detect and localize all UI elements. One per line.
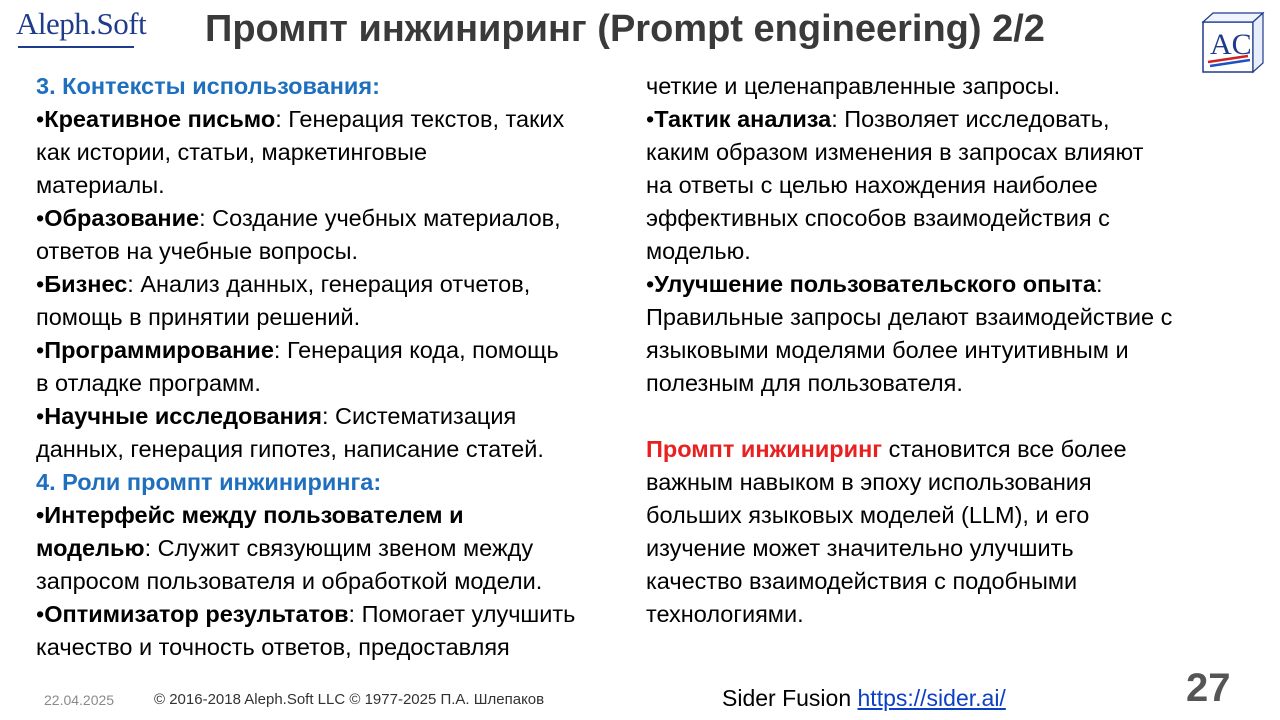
conclusion-line: Промпт инжиниринг становится все более xyxy=(646,436,1127,462)
list-item-text: как истории, статьи, маркетинговые xyxy=(36,139,428,165)
list-item-ux: •Улучшение пользовательского опыта: xyxy=(646,271,1103,297)
list-item-business: •Бизнес: Анализ данных, генерация отчетов, xyxy=(36,271,531,297)
conclusion-line: больших языковых моделей (LLM), и его xyxy=(646,502,1090,528)
list-item-text: каким образом изменения в запросах влияют xyxy=(646,139,1144,165)
footer-date: 22.04.2025 xyxy=(44,692,115,708)
list-item-programming: •Программирование: Генерация кода, помощь xyxy=(36,337,559,363)
list-item-text: Правильные запросы делают взаимодействие с xyxy=(646,304,1173,330)
list-item-text: в отладке программ. xyxy=(36,370,261,396)
logo-underline xyxy=(18,46,134,48)
footer-copyright: © 2016-2018 Aleph.Soft LLC © 1977-2025 П.А. Шлепаков xyxy=(154,691,545,708)
list-item-text: эффективных способов взаимодействия с xyxy=(646,205,1110,231)
sider-link[interactable]: https://sider.ai/ xyxy=(857,685,1006,711)
section-4-heading: 4. Роли промпт инжиниринга: xyxy=(36,469,382,495)
list-item-research: •Научные исследования: Систематизация xyxy=(36,403,517,429)
list-item-text: на ответы с целью нахождения наиболее xyxy=(646,172,1098,198)
conclusion-line: технологиями. xyxy=(646,601,804,627)
aleph-soft-logo: Aleph.Soft xyxy=(16,6,147,41)
list-item-text: запросом пользователя и обработкой модели. xyxy=(36,568,543,594)
section-3-heading: 3. Контексты использования: xyxy=(36,73,380,99)
conclusion-line: качество взаимодействия с подобными xyxy=(646,568,1078,594)
footer-sider: Sider Fusion https://sider.ai/ xyxy=(722,685,1006,711)
list-item-text: данных, генерация гипотез, написание статей. xyxy=(36,436,544,462)
ac-cube-emblem-icon xyxy=(1200,10,1266,76)
list-item-text: материалы. xyxy=(36,172,165,198)
spacer xyxy=(646,400,1266,433)
list-item-text: полезным для пользователя. xyxy=(646,370,963,396)
list-item-text: ответов на учебные вопросы. xyxy=(36,238,359,264)
svg-text:AC: AC xyxy=(1210,28,1252,61)
list-item-text: языковыми моделями более интуитивным и xyxy=(646,337,1129,363)
list-item-text: моделью: Служит связующим звеном между xyxy=(36,535,534,561)
list-item-tactic: •Тактик анализа: Позволяет исследовать, xyxy=(646,106,1110,132)
left-column xyxy=(36,70,636,664)
list-item-creative-writing: •Креативное письмо: Генерация текстов, таких xyxy=(36,106,565,132)
list-item-text: четкие и целенаправленные запросы. xyxy=(646,73,1061,99)
list-item-interface: •Интерфейс между пользователем и xyxy=(36,502,464,528)
page-number: 27 xyxy=(1186,666,1231,710)
list-item-optimizer: •Оптимизатор результатов: Помогает улучшить xyxy=(36,601,576,627)
slide-title: Промпт инжиниринг (Prompt engineering) 2/2 xyxy=(205,8,1045,50)
conclusion-line: изучение может значительно улучшить xyxy=(646,535,1074,561)
list-item-text: качество и точность ответов, предоставляя xyxy=(36,634,510,660)
list-item-text: моделью. xyxy=(646,238,751,264)
conclusion-highlight: Промпт инжиниринг xyxy=(646,436,883,462)
list-item-education: •Образование: Создание учебных материалов, xyxy=(36,205,561,231)
list-item-text: помощь в принятии решений. xyxy=(36,304,361,330)
right-column xyxy=(646,70,1266,631)
conclusion-line: важным навыком в эпоху использования xyxy=(646,469,1092,495)
